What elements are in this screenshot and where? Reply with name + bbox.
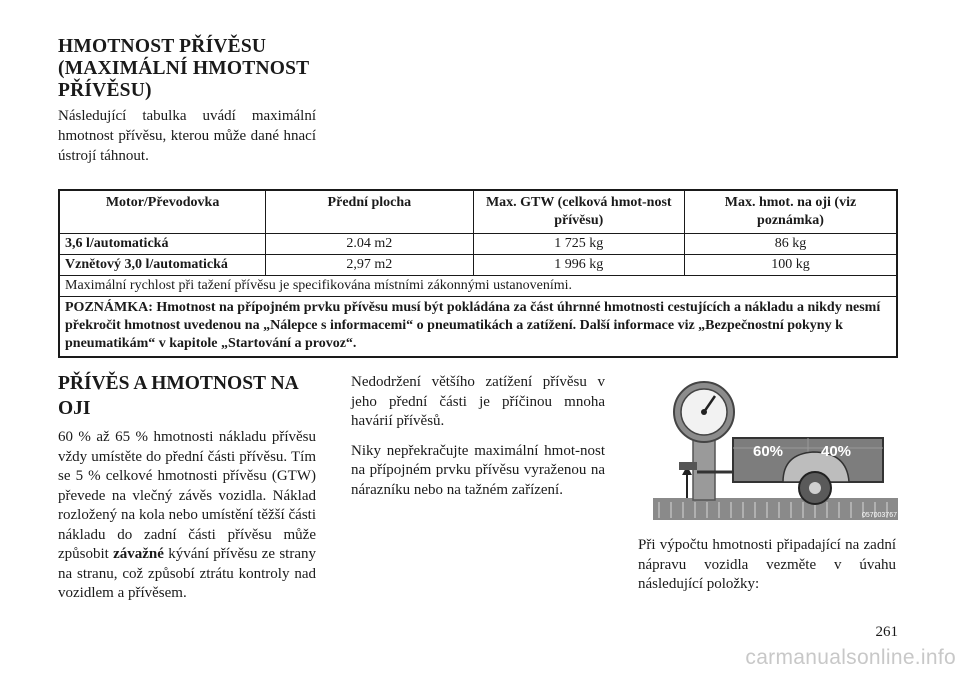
col-header-tongue: Max. hmot. na oji (viz poznámka) bbox=[684, 190, 897, 234]
cell-engine: Vznětový 3,0 l/automatická bbox=[59, 255, 266, 276]
col2-paragraph-1: Nedodržení většího zatížení přívěsu v jeho přední části je příčinou mnoha havárií přívěsů. bbox=[351, 374, 605, 429]
cell-area: 2,97 m2 bbox=[266, 255, 473, 276]
trailer-weight-table bbox=[58, 189, 898, 358]
page-number: 261 bbox=[875, 624, 898, 640]
cell-tongue: 86 kg bbox=[684, 234, 897, 255]
column-1-text bbox=[58, 428, 316, 604]
cell-gtw: 1 725 kg bbox=[473, 234, 684, 255]
speed-note: Maximální rychlost při tažení přívěsu je specifikována místními zákonnými ustanoveními. bbox=[59, 276, 897, 297]
watermark: carmanualsonline.info bbox=[745, 646, 956, 669]
col-header-area: Přední plocha bbox=[266, 190, 473, 234]
cell-area: 2.04 m2 bbox=[266, 234, 473, 255]
needle-pivot bbox=[701, 409, 707, 415]
trailer-tongue bbox=[679, 462, 697, 470]
front-load-label: 60% bbox=[753, 443, 784, 460]
table-note: POZNÁMKA: Hmotnost na přípojném prvku přívěsu musí být pokládána za část úhrnné hmotnosti cestujících a nákladu a nikdy nesmí překročit hmotnost uvedenou na „Nálepce s informacemi“ o pneumatikách a zatížení. Další informace viz „Bezpečnostní pokyny k pneumatikám“ v kapitole „Startování a provoz“. bbox=[59, 297, 897, 358]
col-header-engine: Motor/Převodovka bbox=[59, 190, 266, 234]
column-3-text: Při výpočtu hmotnosti připadající na zadní nápravu vozidla vezměte v úvahu následující položky: bbox=[638, 537, 896, 592]
intro-paragraph: Následující tabulka uvádí maximální hmotnost přívěsu, kterou může dané hnací ústrojí táhnout. bbox=[58, 108, 316, 164]
trailer-weight-illustration bbox=[653, 380, 898, 530]
column-2 bbox=[351, 373, 605, 510]
col1-emphasis: závažné bbox=[113, 546, 164, 562]
rear-load-label: 40% bbox=[821, 443, 852, 460]
col1-text-end: kývání přívěsu ze strany na stranu, což způsobí ztrátu kontroly nad vozidlem a přívěsem. bbox=[58, 546, 316, 601]
section-heading: PŘÍVĚS A HMOTNOST NA OJI bbox=[58, 373, 298, 419]
page-heading: HMOTNOST PŘÍVĚSU (MAXIMÁLNÍ HMOTNOST PŘÍVĚSU) bbox=[58, 36, 309, 101]
up-arrow-icon bbox=[682, 466, 692, 498]
wheel-hub bbox=[809, 482, 821, 494]
col-header-gtw: Max. GTW (celková hmot-nost přívěsu) bbox=[473, 190, 684, 234]
table-row bbox=[59, 255, 897, 276]
table-row bbox=[59, 234, 897, 255]
col1-text-start: 60 % až 65 % hmotnosti nákladu přívěsu vždy umístěte do přední části přívěsu. Tím se 5 % celkové hmotnosti přívěsu (GTW) převede na vlečný závěs vozidla. Náklad rozložený na kola nebo umístění těžší části nákladu do zadní části přívěsu může způsobit bbox=[58, 429, 316, 562]
cell-gtw: 1 996 kg bbox=[473, 255, 684, 276]
figure-code: 057003767 bbox=[861, 512, 897, 519]
col2-paragraph-2: Niky nepřekračujte maximální hmot-nost na přípojném prvku přívěsu vyraženou na nárazníku nebo na tažném zařízení. bbox=[351, 442, 605, 498]
cell-tongue: 100 kg bbox=[684, 255, 897, 276]
cell-engine: 3,6 l/automatická bbox=[59, 234, 266, 255]
